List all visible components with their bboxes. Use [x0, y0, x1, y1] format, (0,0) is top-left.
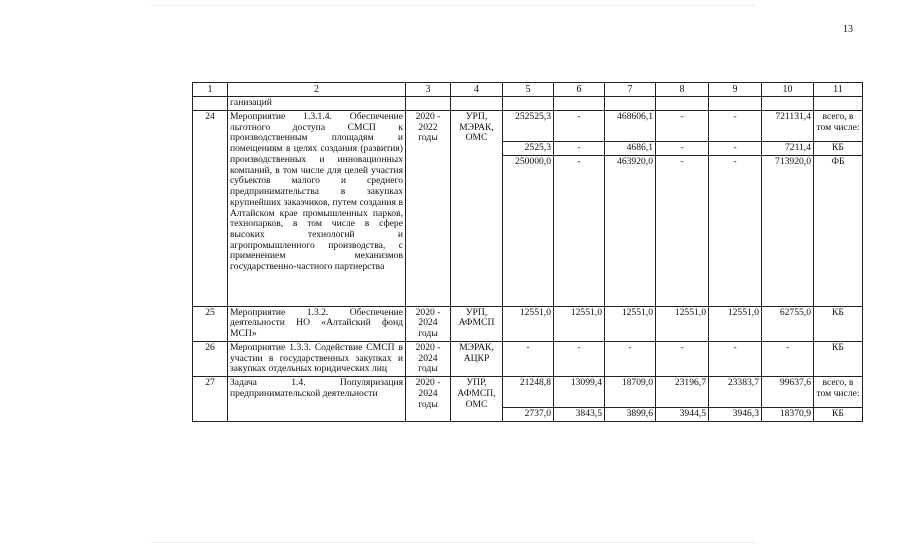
- value-cell: -: [554, 341, 605, 376]
- value-cell: 3899,6: [605, 408, 656, 422]
- col-header: 2: [228, 83, 406, 97]
- funding-source: всего, в том числе:: [814, 110, 863, 141]
- value-cell: 3843,5: [554, 408, 605, 422]
- row-number: 26: [193, 341, 228, 376]
- scan-edge-top: [150, 5, 755, 7]
- value-cell: 721131,4: [762, 110, 814, 141]
- value-cell: 4686,1: [605, 141, 656, 155]
- continuation-row: [193, 97, 863, 111]
- funding-source: КБ: [814, 341, 863, 376]
- value-cell: -: [554, 110, 605, 141]
- row-period: 2020 - 2024 годы: [406, 377, 451, 422]
- value-cell: 468606,1: [605, 110, 656, 141]
- row-period: 2020 - 2024 годы: [406, 306, 451, 341]
- value-cell: 12551,0: [503, 306, 554, 341]
- row-executors: УРП, МЭРАК, ОМС: [451, 110, 503, 306]
- value-cell: 12551,0: [709, 306, 762, 341]
- value-cell: -: [656, 110, 709, 141]
- value-cell: -: [762, 341, 814, 376]
- col-header: 7: [605, 83, 656, 97]
- value-cell: 463920,0: [605, 155, 656, 306]
- value-cell: -: [709, 110, 762, 141]
- col-header: 6: [554, 83, 605, 97]
- row-description: Мероприятие 1.3.3. Содействие СМСП в участии в государственных закупках и закупках отдельных юридических лиц: [228, 341, 406, 376]
- row-description: Задача 1.4. Популяризация предпринимательской деятельности: [228, 377, 406, 422]
- table-row: [193, 306, 863, 341]
- row-executors: МЭРАК, АЦКР: [451, 341, 503, 376]
- value-cell: 2737,0: [503, 408, 554, 422]
- value-cell: 13099,4: [554, 377, 605, 408]
- value-cell: 252525,3: [503, 110, 554, 141]
- value-cell: 250000,0: [503, 155, 554, 306]
- table-row: [193, 110, 863, 141]
- col-header: 8: [656, 83, 709, 97]
- value-cell: -: [554, 155, 605, 306]
- value-cell: 99637,6: [762, 377, 814, 408]
- row-period: 2020 - 2022 годы: [406, 110, 451, 306]
- value-cell: -: [656, 155, 709, 306]
- page-number: 13: [843, 24, 853, 35]
- col-header: 1: [193, 83, 228, 97]
- value-cell: -: [656, 341, 709, 376]
- continuation-text: ганизаций: [228, 97, 406, 111]
- value-cell: 12551,0: [656, 306, 709, 341]
- value-cell: 23383,7: [709, 377, 762, 408]
- col-header: 9: [709, 83, 762, 97]
- table-row: [193, 377, 863, 408]
- value-cell: 18370,9: [762, 408, 814, 422]
- col-header: 10: [762, 83, 814, 97]
- program-table: [192, 82, 863, 422]
- row-executors: УРП, АФМСП: [451, 306, 503, 341]
- value-cell: -: [605, 341, 656, 376]
- col-header: 3: [406, 83, 451, 97]
- col-header: 11: [814, 83, 863, 97]
- value-cell: -: [709, 341, 762, 376]
- value-cell: -: [656, 141, 709, 155]
- value-cell: 62755,0: [762, 306, 814, 341]
- row-description: Мероприятие 1.3.2. Обеспечение деятельности НО «Алтайский фонд МСП»: [228, 306, 406, 341]
- value-cell: 12551,0: [554, 306, 605, 341]
- funding-source: КБ: [814, 306, 863, 341]
- scan-edge-bottom: [150, 542, 755, 544]
- funding-source: ФБ: [814, 155, 863, 306]
- header-row: [193, 83, 863, 97]
- value-cell: 18709,0: [605, 377, 656, 408]
- value-cell: 7211,4: [762, 141, 814, 155]
- value-cell: 713920,0: [762, 155, 814, 306]
- value-cell: 23196,7: [656, 377, 709, 408]
- col-header: 4: [451, 83, 503, 97]
- funding-source: КБ: [814, 141, 863, 155]
- value-cell: 3946,3: [709, 408, 762, 422]
- value-cell: 3944,5: [656, 408, 709, 422]
- value-cell: -: [554, 141, 605, 155]
- funding-source: всего, в том числе:: [814, 377, 863, 408]
- value-cell: -: [709, 141, 762, 155]
- table-row: [193, 341, 863, 376]
- value-cell: -: [503, 341, 554, 376]
- value-cell: -: [709, 155, 762, 306]
- row-number: 27: [193, 377, 228, 422]
- value-cell: 12551,0: [605, 306, 656, 341]
- value-cell: 2525,3: [503, 141, 554, 155]
- funding-source: КБ: [814, 408, 863, 422]
- row-number: 25: [193, 306, 228, 341]
- col-header: 5: [503, 83, 554, 97]
- row-description: Мероприятие 1.3.1.4. Обеспечение льготного доступа СМСП к производственным площадям и помещениям в целях создания (развития) производственных и инновационных компаний, в том числе для целей участия субъектов малого и среднего предпринимательства в закупках крупнейших заказчиков, путем создания в Алтайском крае промышленных парков, технопарков, в том числе в сфере высоких технологий и агропромышленного производства, с применением механизмов государственно-частного партнерства: [228, 110, 406, 306]
- value-cell: 21248,8: [503, 377, 554, 408]
- row-period: 2020 - 2024 годы: [406, 341, 451, 376]
- row-number: 24: [193, 110, 228, 306]
- row-executors: УПР, АФМСП, ОМС: [451, 377, 503, 422]
